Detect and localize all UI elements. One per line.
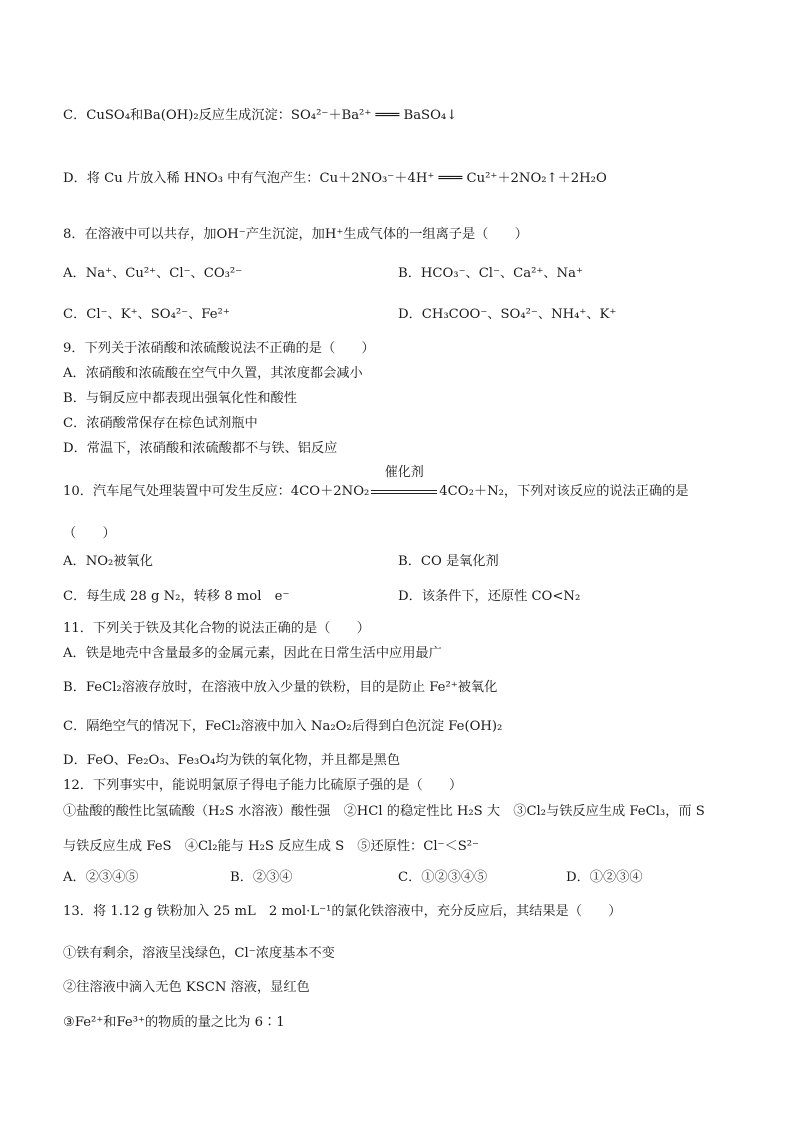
option-7d: D．将 Cu 片放入稀 HNO₃ 中有气泡产生：Cu＋2NO₃⁻＋4H⁺ ═══ Cu²⁺＋2NO₂↑＋2H₂O — [63, 171, 607, 186]
option-9c: C．浓硝酸常保存在棕色试剂瓶中 — [63, 416, 258, 431]
option-12a: A．②③④⑤ — [63, 870, 139, 885]
question-11: 11．下列关于铁及其化合物的说法正确的是（ ） — [63, 621, 370, 636]
option-9a: A．浓硝酸和浓硫酸在空气中久置，其浓度都会减小 — [63, 366, 363, 381]
option-11b: B．FeCl₂溶液存放时，在溶液中放入少量的铁粉，目的是防止 Fe²⁺被氧化 — [63, 680, 498, 695]
catalyst-arrow — [369, 465, 439, 501]
option-11c: C．隔绝空气的情况下，FeCl₂溶液中加入 Na₂O₂后得到白色沉淀 Fe(OH)₂ — [63, 719, 503, 734]
option-9d: D．常温下，浓硝酸和浓硫酸都不与铁、铝反应 — [63, 441, 338, 456]
question-12-statements-2: 与铁反应生成 FeS ④Cl₂能与 H₂S 反应生成 S ⑤还原性：Cl⁻＜S²⁻ — [63, 839, 479, 854]
option-11a: A．铁是地壳中含量最多的金属元素，因此在日常生活中应用最广 — [63, 646, 442, 661]
question-12: 12．下列事实中，能说明氯原子得电子能力比硫原子强的是（ ） — [63, 778, 463, 793]
option-12b: B．②③④ — [230, 870, 293, 885]
option-12d: D．①②③④ — [566, 870, 643, 885]
option-8a: A．Na⁺、Cu²⁺、Cl⁻、CO₃²⁻ — [63, 266, 243, 281]
option-10b: B．CO 是氧化剂 — [398, 554, 499, 569]
option-8c: C．Cl⁻、K⁺、SO₄²⁻、Fe²⁺ — [63, 307, 230, 322]
option-9b: B．与铜反应中都表现出强氧化性和酸性 — [63, 391, 297, 406]
option-10a: A．NO₂被氧化 — [63, 554, 153, 569]
question-13-statement-1: ①铁有剩余，溶液呈浅绿色，Cl⁻浓度基本不变 — [63, 946, 335, 961]
option-11d: D．FeO、Fe₂O₃、Fe₃O₄均为铁的氧化物，并且都是黑色 — [63, 753, 401, 768]
option-7c: C．CuSO₄和Ba(OH)₂反应生成沉淀：SO₄²⁻＋Ba²⁺ ═══ BaSO₄↓ — [63, 108, 458, 123]
question-12-statements-1: ①盐酸的酸性比氢硫酸（H₂S 水溶液）酸性强 ②HCl 的稳定性比 H₂S 大 ③Cl₂与铁反应生成 FeCl₃，而 S — [63, 804, 705, 819]
question-13-statement-2: ②往溶液中滴入无色 KSCN 溶液，显红色 — [63, 980, 310, 995]
option-12c: C．①②③④⑤ — [398, 870, 488, 885]
question-10-prefix: 10．汽车尾气处理装置中可发生反应：4CO＋2NO₂ — [63, 484, 370, 499]
question-10-suffix: 4CO₂＋N₂，下列对该反应的说法正确的是 — [439, 484, 689, 499]
question-13-statement-3: ③Fe²⁺和Fe³⁺的物质的量之比为 6∶1 — [63, 1015, 285, 1030]
option-8d: D．CH₃COO⁻、SO₄²⁻、NH₄⁺、K⁺ — [398, 307, 617, 322]
question-9: 9．下列关于浓硝酸和浓硫酸说法不正确的是（ ） — [63, 341, 375, 356]
question-10 — [63, 465, 689, 501]
option-10d: D．该条件下，还原性 CO<N₂ — [398, 589, 581, 604]
catalyst-label: 催化剂 — [384, 465, 424, 480]
question-13: 13．将 1.12 g 铁粉加入 25 mL 2 mol·L⁻¹的氯化铁溶液中，充分反应后，其结果是（ ） — [63, 904, 622, 919]
option-10c: C．每生成 28 g N₂，转移 8 mol e⁻ — [63, 589, 290, 604]
question-10-paren: （ ） — [63, 526, 116, 541]
question-8: 8．在溶液中可以共存，加OH⁻产生沉淀，加H⁺生成气体的一组离子是（ ） — [63, 227, 528, 242]
option-8b: B．HCO₃⁻、Cl⁻、Ca²⁺、Na⁺ — [398, 266, 583, 281]
